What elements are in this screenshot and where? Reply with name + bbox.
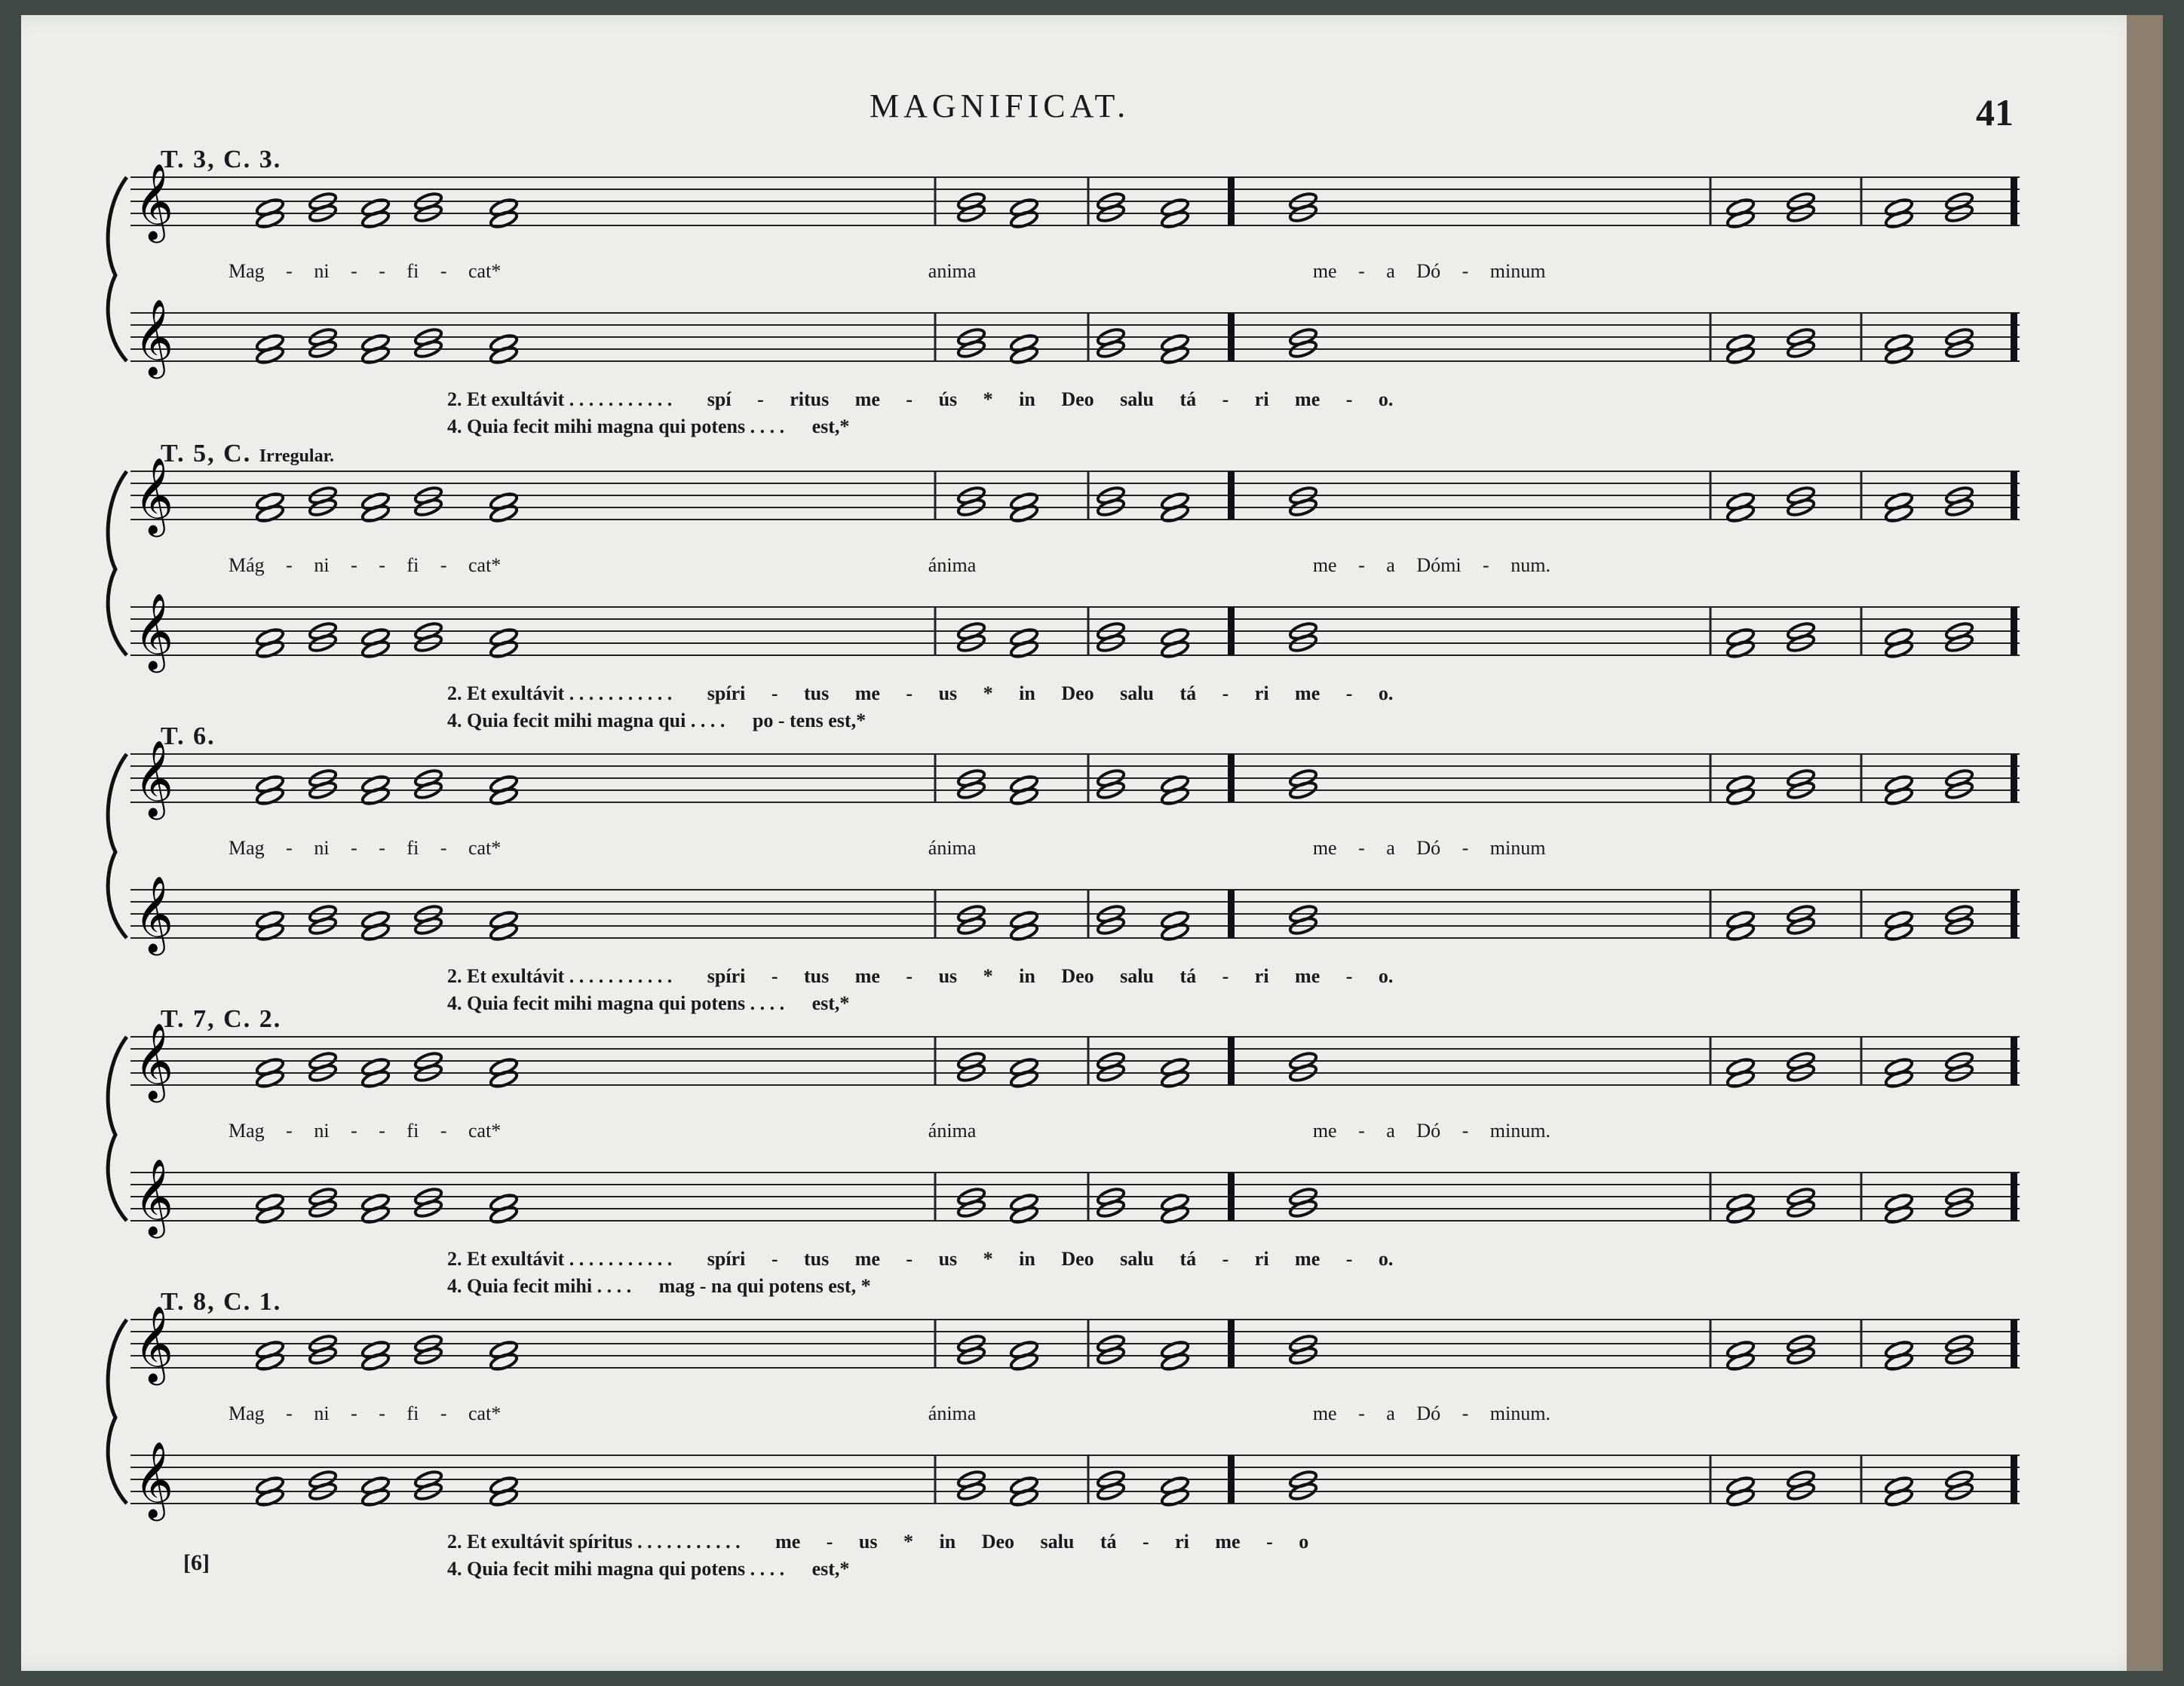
- upper-lyric: [229, 260, 1562, 283]
- lyric-syllable: Dó: [1416, 1402, 1446, 1424]
- treble-clef-icon: 𝄞: [134, 875, 174, 952]
- lyric-syllable: minum: [1489, 837, 1546, 859]
- note-head: [1160, 1351, 1189, 1372]
- note-head: [1160, 1487, 1189, 1507]
- lyric-syllable: a: [1386, 837, 1400, 859]
- lyric-syllable: Dó: [1416, 837, 1446, 859]
- verse-2-text: 2. Et exultávit . . . . . . . . . . .: [447, 388, 677, 410]
- note-head: [1009, 786, 1038, 806]
- lyric-syllable: a: [1386, 554, 1400, 576]
- verse-4: [447, 1558, 849, 1580]
- note-head: [255, 1068, 284, 1089]
- verse-4-ending: est,*: [811, 992, 850, 1014]
- staff-lines: [21, 456, 2057, 705]
- note-head: [1160, 1204, 1189, 1225]
- verse-2-text: 2. Et exultávit . . . . . . . . . . .: [447, 965, 677, 987]
- note-head: [255, 209, 284, 229]
- lyric-syllable: -: [351, 1402, 363, 1424]
- lyric-syllable: me: [1312, 1120, 1342, 1142]
- lyric-syllable: a: [1386, 260, 1400, 282]
- verse-2-ending: spíri - tus me - us * in Deo salu tá - ri me - o.: [707, 682, 1394, 704]
- note-head: [360, 786, 390, 806]
- note-head: [489, 1204, 518, 1225]
- note-head: [255, 1204, 284, 1225]
- verse-4-ending: est,*: [811, 415, 850, 437]
- treble-clef-icon: 𝄞: [134, 1022, 174, 1099]
- note-head: [360, 921, 390, 942]
- note-head: [1725, 786, 1755, 806]
- lyric-syllable: me: [1312, 837, 1342, 859]
- staff-lines: [21, 739, 2057, 988]
- note-head: [255, 345, 284, 365]
- note-head: [1725, 1351, 1755, 1372]
- tone-label: T. 8, C. 1.: [161, 1288, 282, 1316]
- verse-2-ending: me - us * in Deo salu tá - ri me - o: [775, 1531, 1309, 1553]
- note-head: [1884, 209, 1913, 229]
- lyric-syllable: ánima: [928, 554, 981, 576]
- verse-2-text: 2. Et exultávit . . . . . . . . . . .: [447, 1248, 677, 1270]
- lyric-syllable: Dómi: [1416, 554, 1467, 576]
- lyric-syllable: -: [440, 1120, 452, 1142]
- note-head: [1725, 345, 1755, 365]
- lyric-syllable: -: [1358, 554, 1370, 576]
- note-head: [489, 209, 518, 229]
- lyric-syllable: -: [1358, 1120, 1370, 1142]
- note-head: [1725, 1068, 1755, 1089]
- signature-mark: [6]: [183, 1550, 210, 1575]
- treble-clef-icon: 𝄞: [134, 456, 174, 534]
- lyric-syllable: minum.: [1489, 1120, 1551, 1142]
- lyric-syllable: -: [379, 1402, 391, 1424]
- note-head: [1160, 786, 1189, 806]
- verse-4: [447, 415, 849, 438]
- staff-lines: [21, 162, 2057, 411]
- lyric-syllable: Dó: [1416, 1120, 1446, 1142]
- note-head: [1009, 921, 1038, 942]
- note-head: [255, 921, 284, 942]
- note-head: [1884, 786, 1913, 806]
- note-head: [489, 345, 518, 365]
- lyric-syllable: Mag: [229, 837, 270, 859]
- note-head: [255, 503, 284, 523]
- lyric-syllable: -: [440, 260, 452, 282]
- lyric-syllable: -: [286, 1120, 298, 1142]
- note-head: [1725, 503, 1755, 523]
- book-page: [21, 15, 2148, 1671]
- verse-4-ending: mag - na qui potens est, *: [658, 1275, 871, 1297]
- note-head: [1009, 503, 1038, 523]
- lyric-syllable: Mag: [229, 260, 270, 282]
- lyric-syllable: ni: [314, 837, 335, 859]
- verse-4-text: 4. Quia fecit mihi magna qui . . . .: [447, 710, 730, 731]
- lyric-syllable: -: [379, 837, 391, 859]
- lyric-syllable: cat*: [468, 260, 506, 282]
- lyric-syllable: num.: [1511, 554, 1551, 576]
- lyric-syllable: -: [351, 1120, 363, 1142]
- treble-clef-icon: 𝄞: [134, 298, 174, 376]
- lyric-syllable: ni: [314, 554, 335, 576]
- note-head: [360, 1487, 390, 1507]
- note-head: [1160, 921, 1189, 942]
- note-head: [1725, 1487, 1755, 1507]
- verse-2-text: 2. Et exultávit spíritus . . . . . . . . . . .: [447, 1531, 746, 1553]
- verse-2-ending: spí - ritus me - ús * in Deo salu tá - ri me - o.: [707, 388, 1394, 410]
- note-head: [489, 639, 518, 659]
- verse-4: [447, 1275, 871, 1298]
- note-head: [489, 1351, 518, 1372]
- note-head: [1884, 503, 1913, 523]
- note-head: [360, 639, 390, 659]
- upper-lyric: [229, 1402, 1567, 1425]
- lyric-syllable: -: [1358, 837, 1370, 859]
- verse-2: [447, 682, 1393, 705]
- lyric-syllable: -: [379, 554, 391, 576]
- tone-label: T. 6.: [161, 722, 216, 750]
- lyric-syllable: me: [1312, 260, 1342, 282]
- system-brace: [108, 1037, 127, 1221]
- lyric-syllable: -: [286, 837, 298, 859]
- lyric-syllable: fi: [406, 554, 424, 576]
- tone-label: T. 3, C. 3.: [161, 146, 282, 173]
- staff-lines: [21, 1022, 2057, 1271]
- lyric-syllable: cat*: [468, 1402, 506, 1424]
- treble-clef-icon: 𝄞: [134, 739, 174, 817]
- note-head: [1884, 345, 1913, 365]
- lyric-syllable: cat*: [468, 1120, 506, 1142]
- note-head: [1009, 345, 1038, 365]
- verse-2-ending: spíri - tus me - us * in Deo salu tá - ri me - o.: [707, 1248, 1394, 1270]
- note-head: [1009, 1487, 1038, 1507]
- lyric-syllable: -: [286, 1402, 298, 1424]
- lyric-syllable: -: [379, 260, 391, 282]
- note-head: [489, 921, 518, 942]
- lyric-syllable: ánima: [928, 837, 981, 859]
- note-head: [1009, 209, 1038, 229]
- lyric-syllable: ni: [314, 1402, 335, 1424]
- treble-clef-icon: 𝄞: [134, 1304, 174, 1382]
- note-head: [1160, 503, 1189, 523]
- note-head: [1884, 639, 1913, 659]
- note-head: [360, 345, 390, 365]
- note-head: [1009, 1204, 1038, 1225]
- note-head: [255, 1487, 284, 1507]
- upper-lyric: [229, 837, 1562, 860]
- page-edge: [2127, 15, 2163, 1671]
- lyric-syllable: -: [351, 837, 363, 859]
- note-head: [1884, 1487, 1913, 1507]
- verse-2: [447, 388, 1393, 411]
- note-head: [1160, 639, 1189, 659]
- lyric-syllable: -: [1483, 554, 1495, 576]
- verse-2: [447, 1531, 1308, 1553]
- note-head: [255, 639, 284, 659]
- lyric-syllable: fi: [406, 1402, 424, 1424]
- lyric-syllable: -: [351, 554, 363, 576]
- upper-lyric: [229, 1120, 1567, 1142]
- lyric-syllable: anima: [928, 260, 981, 282]
- verse-2: [447, 965, 1393, 988]
- verse-4-ending: po - tens est,*: [752, 710, 867, 731]
- lyric-syllable: -: [1358, 1402, 1370, 1424]
- page-number: 41: [1976, 91, 2014, 133]
- treble-clef-icon: 𝄞: [134, 1440, 174, 1518]
- lyric-syllable: -: [1462, 837, 1474, 859]
- verse-2: [447, 1248, 1393, 1271]
- lyric-syllable: me: [1312, 1402, 1342, 1424]
- verse-2-ending: spíri - tus me - us * in Deo salu tá - ri me - o.: [707, 965, 1394, 987]
- page-title: MAGNIFICAT.: [870, 87, 1130, 124]
- note-head: [489, 1487, 518, 1507]
- note-head: [1009, 1068, 1038, 1089]
- system-brace: [108, 177, 127, 361]
- note-head: [360, 1068, 390, 1089]
- tone-label: T. 5, C. Irregular.: [161, 440, 335, 467]
- treble-clef-icon: 𝄞: [134, 1157, 174, 1235]
- lyric-syllable: -: [440, 837, 452, 859]
- lyric-syllable: ni: [314, 1120, 335, 1142]
- verse-4: [447, 710, 866, 732]
- note-head: [1884, 1351, 1913, 1372]
- verse-2-text: 2. Et exultávit . . . . . . . . . . .: [447, 682, 677, 704]
- verse-4-ending: est,*: [811, 1558, 850, 1580]
- note-head: [1160, 209, 1189, 229]
- lyric-syllable: fi: [406, 837, 424, 859]
- note-head: [1160, 345, 1189, 365]
- note-head: [1725, 639, 1755, 659]
- lyric-syllable: minum: [1489, 260, 1546, 282]
- lyric-syllable: -: [286, 260, 298, 282]
- lyric-syllable: cat*: [468, 837, 506, 859]
- tone-irregular-label: Irregular.: [259, 446, 335, 466]
- treble-clef-icon: 𝄞: [134, 592, 174, 670]
- lyric-syllable: -: [440, 554, 452, 576]
- staff-lines: [21, 1304, 2057, 1553]
- lyric-syllable: Mag: [229, 1120, 270, 1142]
- note-head: [1725, 1204, 1755, 1225]
- lyric-syllable: fi: [406, 260, 424, 282]
- note-head: [1884, 921, 1913, 942]
- lyric-syllable: minum.: [1489, 1402, 1551, 1424]
- treble-clef-icon: 𝄞: [134, 162, 174, 240]
- note-head: [255, 786, 284, 806]
- lyric-syllable: fi: [406, 1120, 424, 1142]
- lyric-syllable: -: [440, 1402, 452, 1424]
- note-head: [360, 1204, 390, 1225]
- lyric-syllable: -: [1462, 1402, 1474, 1424]
- lyric-syllable: cat*: [468, 554, 506, 576]
- verse-4-text: 4. Quia fecit mihi . . . .: [447, 1275, 636, 1297]
- lyric-syllable: ánima: [928, 1120, 981, 1142]
- note-head: [1009, 1351, 1038, 1372]
- lyric-syllable: ni: [314, 260, 335, 282]
- note-head: [1884, 1204, 1913, 1225]
- system-brace: [108, 754, 127, 938]
- note-head: [1009, 639, 1038, 659]
- verse-4-text: 4. Quia fecit mihi magna qui potens . . . .: [447, 992, 790, 1014]
- lyric-syllable: a: [1386, 1120, 1400, 1142]
- lyric-syllable: Dó: [1416, 260, 1446, 282]
- note-head: [360, 1351, 390, 1372]
- note-head: [489, 786, 518, 806]
- note-head: [255, 1351, 284, 1372]
- lyric-syllable: me: [1312, 554, 1342, 576]
- note-head: [1725, 921, 1755, 942]
- lyric-syllable: -: [351, 260, 363, 282]
- lyric-syllable: Mag: [229, 1402, 270, 1424]
- system-brace: [108, 471, 127, 655]
- lyric-syllable: -: [286, 554, 298, 576]
- upper-lyric: [229, 554, 1567, 577]
- tone-label: T. 7, C. 2.: [161, 1005, 282, 1033]
- lyric-syllable: -: [379, 1120, 391, 1142]
- lyric-syllable: -: [1462, 1120, 1474, 1142]
- note-head: [1160, 1068, 1189, 1089]
- note-head: [1884, 1068, 1913, 1089]
- lyric-syllable: Mág: [229, 554, 270, 576]
- note-head: [360, 209, 390, 229]
- lyric-syllable: a: [1386, 1402, 1400, 1424]
- note-head: [1725, 209, 1755, 229]
- lyric-syllable: ánima: [928, 1402, 981, 1424]
- verse-4-text: 4. Quia fecit mihi magna qui potens . . . .: [447, 1558, 790, 1580]
- note-head: [489, 503, 518, 523]
- verse-4-text: 4. Quia fecit mihi magna qui potens . . . .: [447, 415, 790, 437]
- verse-4: [447, 992, 849, 1015]
- lyric-syllable: -: [1462, 260, 1474, 282]
- note-head: [489, 1068, 518, 1089]
- note-head: [360, 503, 390, 523]
- lyric-syllable: -: [1358, 260, 1370, 282]
- system-brace: [108, 1320, 127, 1504]
